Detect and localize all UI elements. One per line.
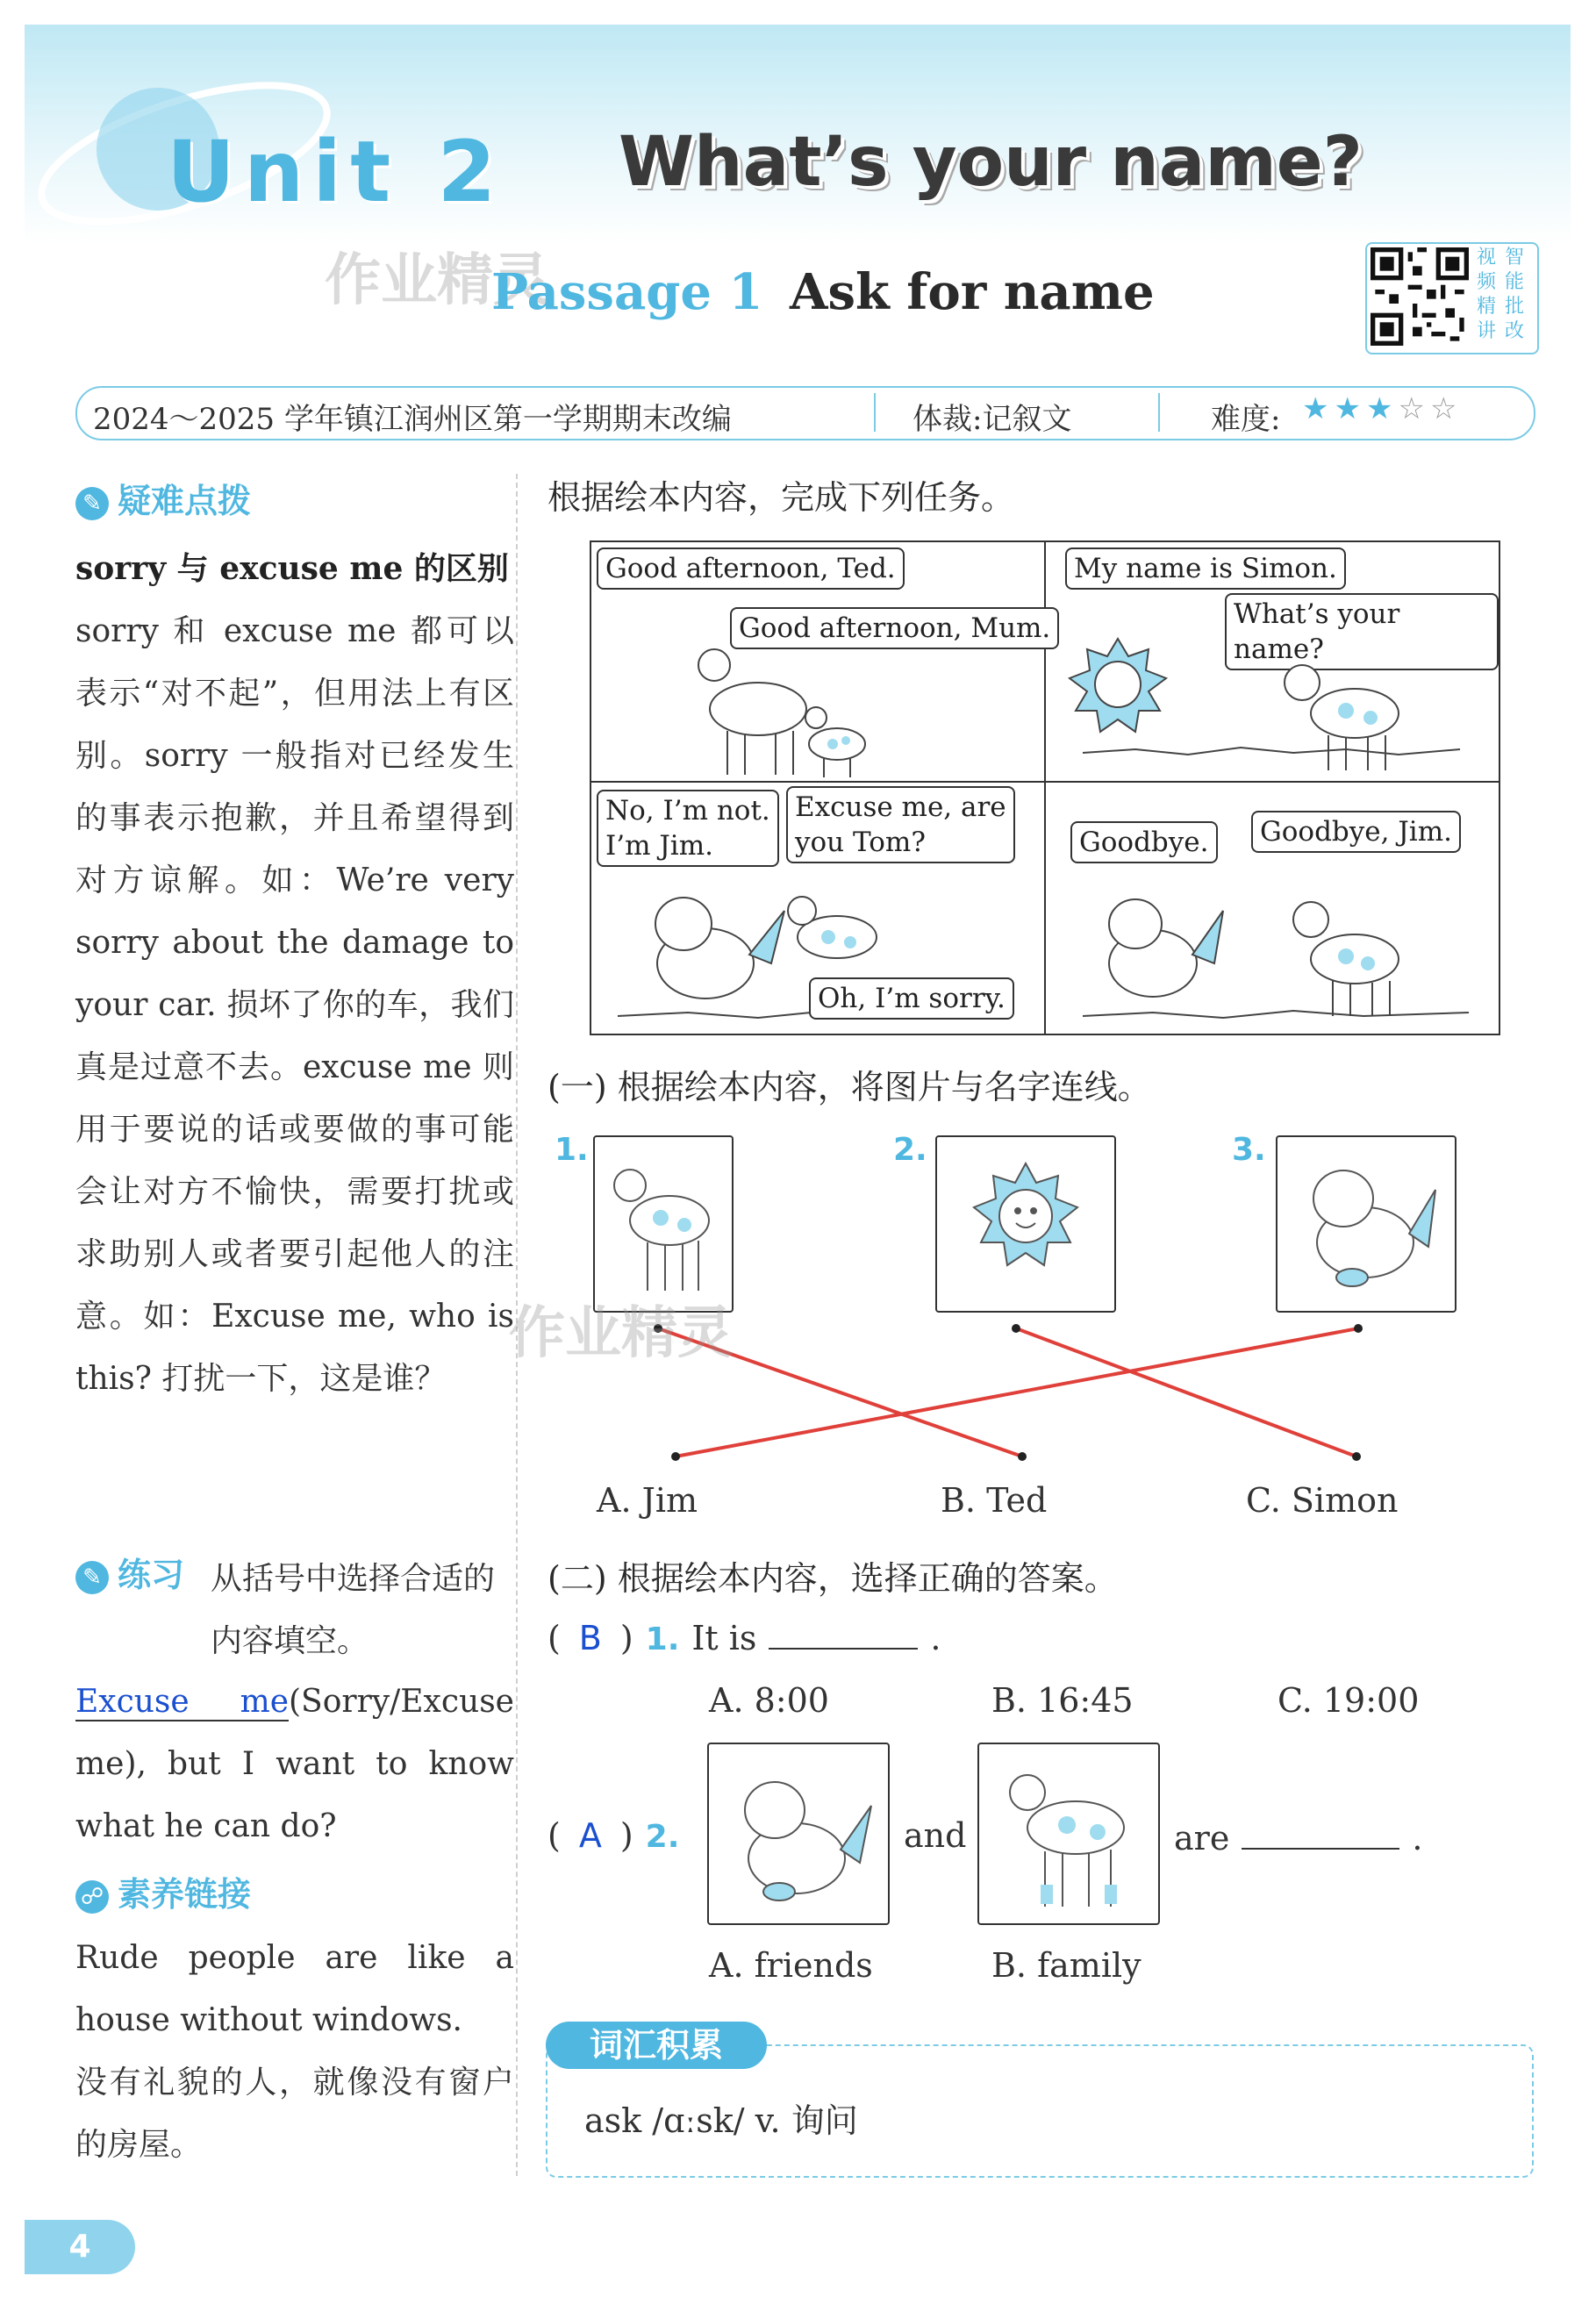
- link-icon: ☍: [75, 1880, 109, 1914]
- question-2: [548, 1816, 679, 1855]
- goat-family-illustration: [662, 612, 925, 779]
- qr-side-char: 批: [1504, 296, 1524, 318]
- dog-picture: [707, 1743, 890, 1925]
- comic-divider-h: [591, 781, 1499, 783]
- question-2-tail: [1174, 1816, 1422, 1857]
- dog-picture: [1276, 1135, 1456, 1313]
- dog-icon: [1278, 1137, 1455, 1311]
- speech-bubble: Oh, I’m sorry.: [809, 977, 1014, 1020]
- match-dot[interactable]: [1352, 1452, 1361, 1461]
- paren: ): [619, 1816, 633, 1855]
- qr-side-char: 视: [1476, 247, 1496, 268]
- practice-heading: [75, 1548, 184, 1596]
- part2-title: (二) 根据绘本内容，选择正确的答案。: [548, 1559, 1118, 1598]
- period: .: [930, 1619, 941, 1657]
- speech-bubble: Goodbye, Jim.: [1251, 811, 1461, 853]
- and-word: and: [904, 1816, 967, 1855]
- watermark: 作业精灵: [509, 1301, 734, 1366]
- instruction: 根据绘本内容，完成下列任务。: [548, 478, 1015, 517]
- difficulty-label: 难度:: [1211, 402, 1281, 437]
- match-dot[interactable]: [1012, 1324, 1020, 1333]
- goat-picture: [977, 1743, 1160, 1925]
- info-divider: [874, 393, 876, 432]
- speech-bubble: [786, 786, 1015, 863]
- difficulty-stars: [1302, 391, 1456, 426]
- paren: (: [548, 1816, 561, 1855]
- period: .: [1412, 1819, 1423, 1857]
- genre-text: 体裁:记叙文: [913, 402, 1072, 437]
- passage-number: Passage 1: [491, 263, 763, 321]
- question-stem: It is: [691, 1619, 757, 1657]
- practice-sentence: [75, 1671, 514, 1857]
- tip-heading-text: 疑难点拨: [118, 482, 252, 520]
- star-filled-icon: ★: [1365, 391, 1393, 426]
- question-1: [548, 1616, 941, 1657]
- bubble-line: I’m Jim.: [605, 830, 713, 862]
- tip-heading: [75, 474, 251, 522]
- qr-side-char: 讲: [1476, 320, 1496, 342]
- answer-1[interactable]: B: [578, 1619, 602, 1657]
- option[interactable]: C. 19:00: [1278, 1681, 1420, 1720]
- question-number: 2.: [645, 1819, 680, 1855]
- match-name: B. Ted: [941, 1481, 1048, 1520]
- star-filled-icon: ★: [1334, 391, 1361, 426]
- star-filled-icon: ★: [1302, 391, 1329, 426]
- practice-rest: (Sorry/Excuse me), but I want to know what he can do?: [75, 1684, 514, 1844]
- speech-bubble: My name is Simon.: [1065, 548, 1346, 590]
- paren: ): [619, 1619, 633, 1657]
- pencil-icon: ✎: [75, 487, 109, 520]
- answer-2[interactable]: A: [578, 1816, 602, 1855]
- option[interactable]: A. friends: [709, 1946, 873, 1985]
- paren: (: [548, 1619, 561, 1657]
- unit-title: What’s your name?: [619, 123, 1363, 202]
- tip-body: sorry 和 excuse me 都可以表示“对不起”，但用法上有区别。sorry 一般指对已经发生的事表示抱歉，并且希望得到对方谅解。如：We’re very sorry about the damage to your car. 损坏了你的车，我们真是过意不去。excuse me 则用于要说的话或要做的事可能会让对方不愉快，需要打扰或求助别人或者要引起他人的注意。如：Excuse me, who is this? 打扰一下，这是谁？: [75, 613, 514, 1397]
- link-heading-text: 素养链接: [118, 1875, 252, 1914]
- match-dot[interactable]: [1018, 1452, 1027, 1461]
- sun-picture: [935, 1135, 1116, 1313]
- vocab-entry: ask /ɑːsk/ v. 询问: [584, 2101, 858, 2140]
- bubble-line: you Tom?: [795, 827, 926, 858]
- match-dot[interactable]: [671, 1452, 680, 1461]
- practice-answer: Excuse me: [75, 1684, 290, 1720]
- option[interactable]: B. family: [991, 1946, 1142, 1985]
- comic-strip: [590, 540, 1500, 1035]
- are-word: are: [1174, 1819, 1230, 1857]
- sun-and-goat-illustration: [1065, 630, 1495, 779]
- link-heading: [75, 1867, 251, 1915]
- unit-label: Unit 2: [167, 123, 505, 221]
- answer-blank[interactable]: [1242, 1816, 1399, 1850]
- qr-side-text: [1474, 246, 1527, 344]
- star-empty-icon: ☆: [1398, 391, 1425, 426]
- qr-side-char: 能: [1504, 271, 1524, 293]
- pic-number: 1.: [555, 1132, 589, 1168]
- qr-side-char: 频: [1476, 271, 1496, 293]
- source-text: 2024～2025 学年镇江润州区第一学期期末改编: [93, 402, 732, 437]
- match-name: A. Jim: [597, 1481, 698, 1520]
- dog-and-goat-farewell-illustration: [1083, 876, 1486, 1025]
- bubble-line: No, I’m not.: [605, 795, 770, 827]
- star-empty-icon: ☆: [1429, 391, 1457, 426]
- practice-prompt: 从括号中选择合适的内容填空。: [211, 1561, 496, 1659]
- passage-title: Ask for name: [790, 263, 1155, 321]
- option[interactable]: A. 8:00: [709, 1681, 829, 1720]
- goat-icon: [979, 1744, 1158, 1923]
- option[interactable]: B. 16:45: [991, 1681, 1134, 1720]
- bubble-line: Excuse me, are: [795, 791, 1006, 823]
- answer-blank[interactable]: [769, 1616, 918, 1650]
- pencil-icon: ✎: [75, 1561, 109, 1594]
- question-number: 1.: [645, 1621, 680, 1657]
- qr-side-char: 精: [1476, 296, 1496, 318]
- link-english: Rude people are like a house without windows.: [75, 1940, 514, 2038]
- pic-number: 3.: [1232, 1132, 1266, 1168]
- watermark: 作业精灵: [325, 248, 549, 313]
- match-line: [676, 1328, 1358, 1457]
- match-dot[interactable]: [1354, 1324, 1363, 1333]
- sun-icon: [937, 1137, 1114, 1311]
- link-chinese: 没有礼貌的人，就像没有窗户的房屋。: [75, 2065, 514, 2163]
- speech-bubble: Good afternoon, Mum.: [730, 607, 1059, 649]
- match-line: [1016, 1328, 1356, 1457]
- part1-title: (一) 根据绘本内容，将图片与名字连线。: [548, 1068, 1151, 1106]
- speech-bubble: What’s your name?: [1225, 593, 1499, 670]
- practice-heading-text: 练习: [118, 1556, 185, 1594]
- match-name: C. Simon: [1246, 1481, 1399, 1520]
- page-number: 4: [25, 2220, 135, 2274]
- pic-number: 2.: [893, 1132, 927, 1168]
- dog-icon: [709, 1744, 888, 1923]
- speech-bubble: Good afternoon, Ted.: [597, 548, 905, 590]
- vocab-heading: 词汇积累: [546, 2022, 767, 2069]
- goat-picture: [593, 1135, 734, 1313]
- speech-bubble: [597, 790, 779, 867]
- qr-side-char: 智: [1504, 247, 1524, 268]
- info-divider: [1158, 393, 1160, 432]
- tip-title: sorry 与 excuse me 的区别: [75, 550, 509, 587]
- goat-icon: [595, 1137, 732, 1311]
- qr-code-icon[interactable]: [1371, 247, 1469, 346]
- speech-bubble: Goodbye.: [1070, 821, 1218, 863]
- qr-side-char: 改: [1504, 320, 1524, 342]
